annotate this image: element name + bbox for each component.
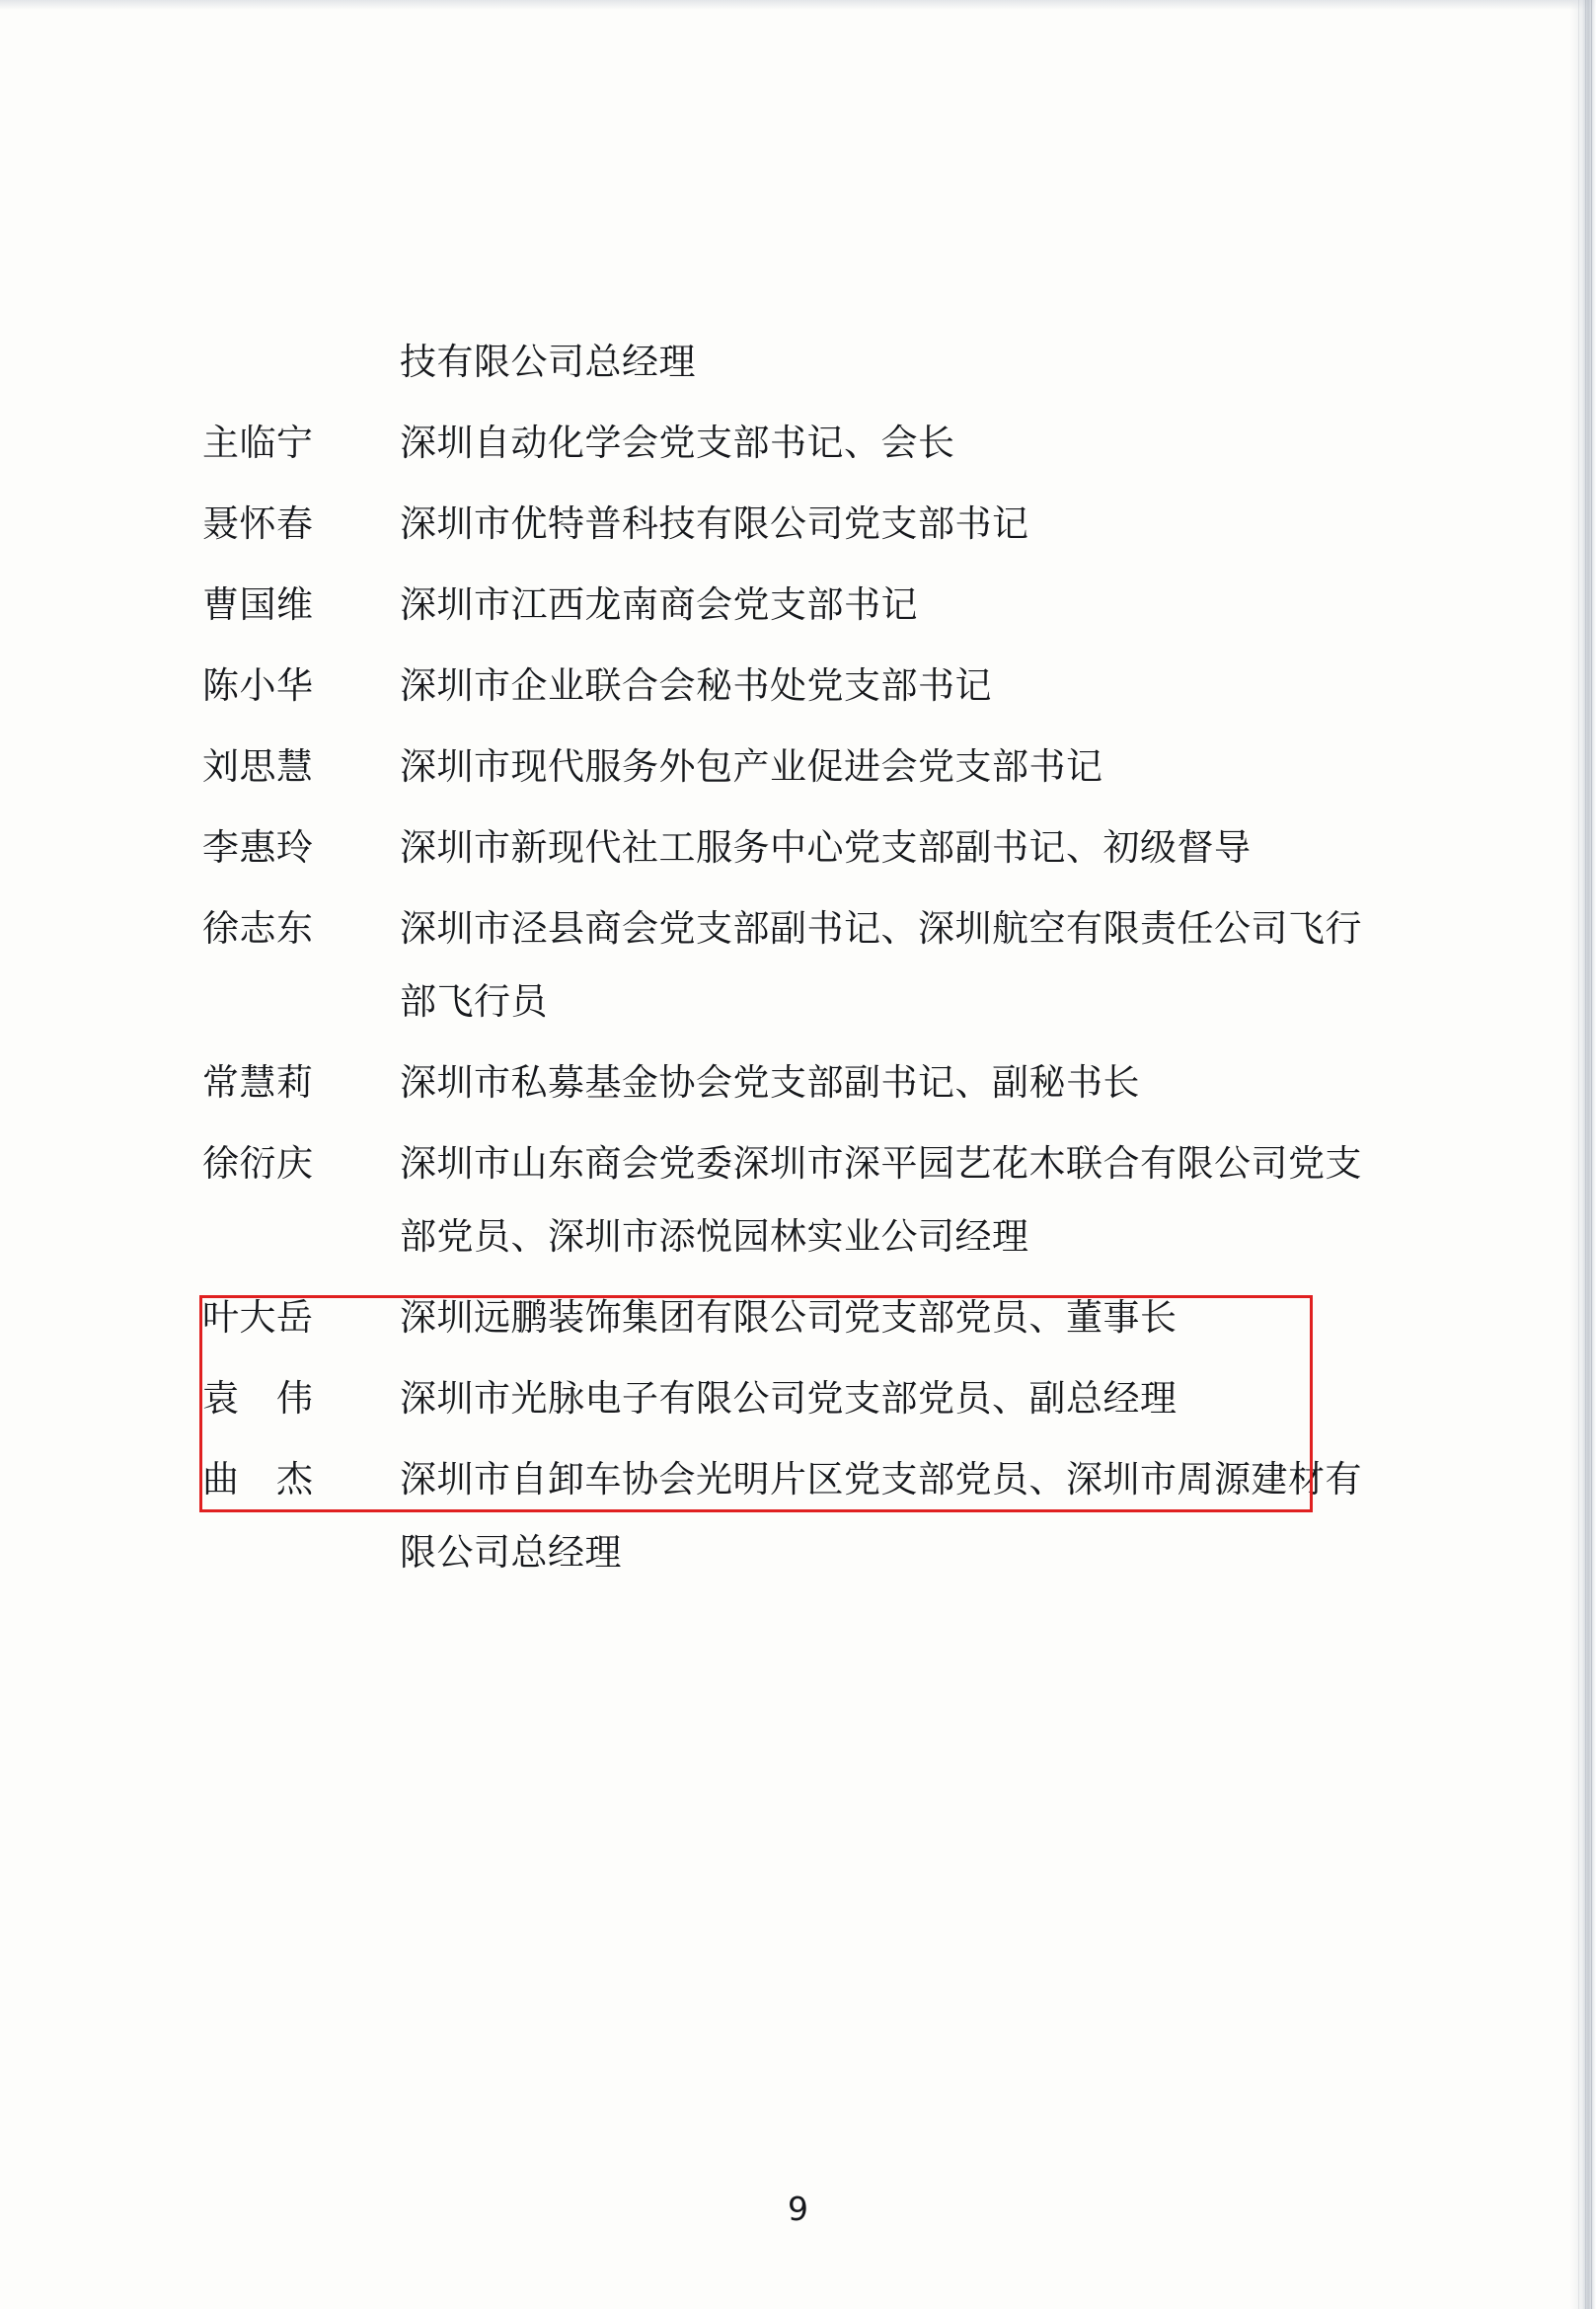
person-title: 深圳远鹏装饰集团有限公司党支部党员、董事长	[400, 1296, 1178, 1339]
list-item-highlighted	[202, 1127, 1367, 1273]
person-name: 刘思慧	[202, 745, 314, 788]
person-title: 深圳市优特普科技有限公司党支部书记	[400, 502, 1029, 545]
list-item	[202, 892, 1367, 1039]
person-title: 深圳市江西龙南商会党支部书记	[400, 583, 918, 626]
list-item	[202, 407, 1367, 480]
person-name: 徐志东	[202, 907, 314, 950]
person-name: 曲 杰	[202, 1458, 314, 1501]
person-title: 深圳自动化学会党支部书记、会长	[400, 422, 955, 464]
person-name: 叶大岳	[202, 1296, 314, 1339]
page-number: 9	[788, 2190, 808, 2228]
continuation-line: 技有限公司总经理	[400, 341, 696, 383]
person-name: 陈小华	[202, 664, 314, 707]
person-title: 深圳市泾县商会党支部副书记、深圳航空有限责任公司飞行部飞行员	[400, 907, 1362, 1023]
person-name: 袁 伟	[202, 1377, 314, 1420]
list-item	[202, 488, 1367, 561]
person-title: 深圳市自卸车协会光明片区党支部党员、深圳市周源建材有限公司总经理	[400, 1458, 1362, 1574]
list-item	[202, 569, 1367, 642]
person-name: 聂怀春	[202, 502, 314, 545]
person-name: 徐衍庆	[202, 1142, 314, 1185]
person-title: 深圳市私募基金协会党支部副书记、副秘书长	[400, 1061, 1140, 1104]
person-title: 深圳市新现代社工服务中心党支部副书记、初级督导	[400, 826, 1252, 869]
person-title: 深圳市山东商会党委深圳市深平园艺花木联合有限公司党支部党员、深圳市添悦园林实业公司经理	[400, 1142, 1362, 1258]
person-title: 深圳市现代服务外包产业促进会党支部书记	[400, 745, 1103, 788]
redline-highlight-box	[199, 1295, 1313, 1512]
list-item	[202, 731, 1367, 804]
list-item	[202, 1046, 1367, 1119]
person-name: 李惠玲	[202, 826, 314, 869]
person-title: 深圳市光脉电子有限公司党支部党员、副总经理	[400, 1377, 1178, 1420]
person-name: 主临宁	[202, 422, 314, 464]
person-title: 深圳市企业联合会秘书处党支部书记	[400, 664, 992, 707]
list-item	[202, 650, 1367, 723]
list-item	[202, 811, 1367, 885]
person-name: 常慧莉	[202, 1061, 314, 1104]
person-name: 曹国维	[202, 583, 314, 626]
